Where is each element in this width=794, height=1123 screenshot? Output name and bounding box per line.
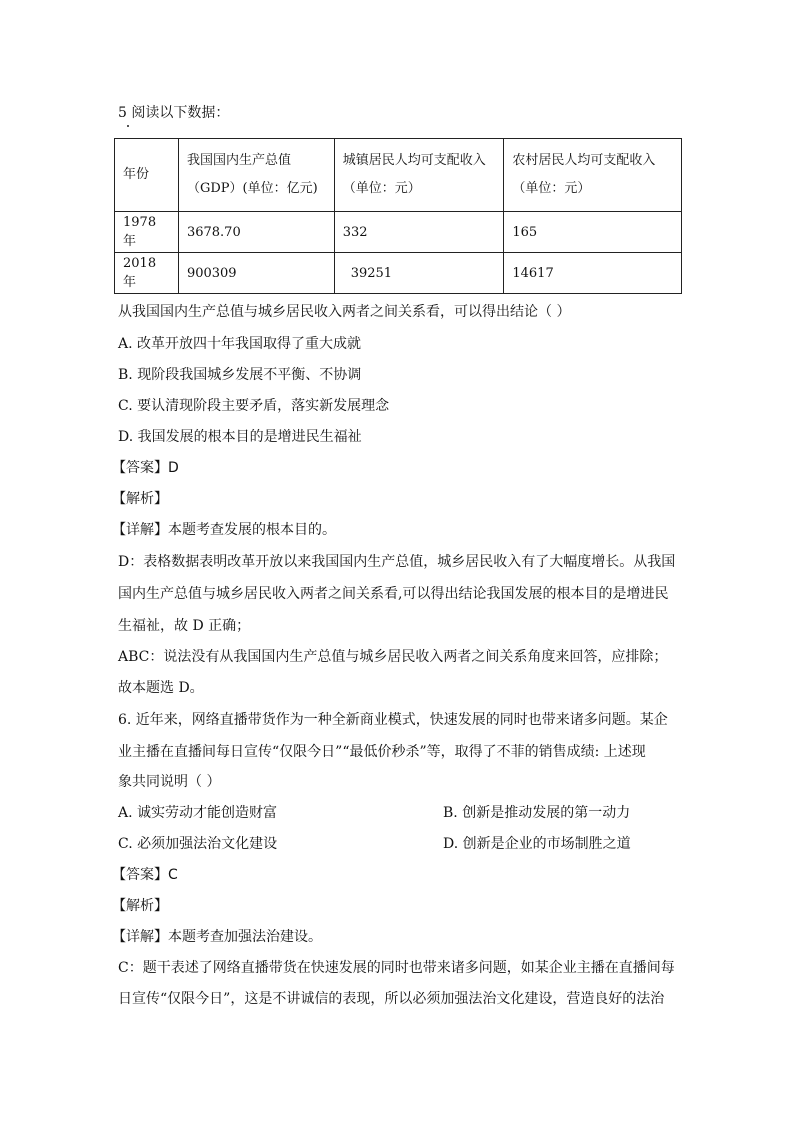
- q5-option-c: C. 要认清现阶段主要矛盾，落实新发展理念: [118, 398, 390, 414]
- q6-explain-line: 日宣传“仅限今日”，这是不讲诚信的表现，所以必须加强法治文化建设，营造良好的法治: [118, 991, 665, 1007]
- table-cell: 39251: [334, 253, 504, 294]
- q5-explain-line: 生福祉，故 D 正确；: [118, 618, 251, 634]
- q5-explain-line: D：表格数据表明改革开放以来我国国内生产总值，城乡居民收入有了大幅度增长。从我国: [118, 554, 676, 570]
- table-cell: 3678.70: [178, 212, 334, 253]
- answer-value: C: [168, 867, 178, 883]
- detail-label: 【详解】: [112, 929, 168, 945]
- q5-option-a: A. 改革开放四十年我国取得了重大成就: [118, 336, 362, 352]
- table-cell: 2018 年: [115, 253, 179, 294]
- detail-label: 【详解】: [112, 522, 168, 538]
- q6-option-c: C. 必须加强法治文化建设: [118, 836, 278, 852]
- answer-label: 【答案】: [112, 867, 168, 883]
- table-cell: 332: [334, 212, 504, 253]
- q5-explain-line: 故本题选 D。: [118, 680, 204, 696]
- bullet-dot: [127, 125, 129, 127]
- q5-analysis-label: 【解析】: [112, 491, 168, 507]
- table-cell: 165: [504, 212, 682, 253]
- q5-explain-line: ABC：说法没有从我国国内生产总值与城乡居民收入两者之间关系角度来回答，应排除；: [118, 649, 668, 665]
- q6-analysis-label: 【解析】: [112, 898, 168, 914]
- question-5-stem: 5 阅读以下数据：: [118, 105, 230, 121]
- q6-option-b: B. 创新是推动发展的第一动力: [443, 805, 631, 821]
- q6-option-d: D. 创新是企业的市场制胜之道: [443, 836, 631, 852]
- q5-explain-line: 国内生产总值与城乡居民收入两者之间关系看,可以得出结论我国发展的根本目的是增进民: [118, 586, 669, 602]
- table-cell: 900309: [178, 253, 334, 294]
- q5-option-d: D. 我国发展的根本目的是增进民生福祉: [118, 429, 362, 445]
- q6-option-a: A. 诚实劳动才能创造财富: [118, 805, 278, 821]
- q5-option-b: B. 现阶段我国城乡发展不平衡、不协调: [118, 367, 362, 383]
- detail-text: 本题考查加强法治建设。: [168, 929, 322, 945]
- table-row: [115, 253, 682, 294]
- data-table: [114, 138, 682, 294]
- q6-detail: [112, 927, 322, 947]
- question-6-stem-line: 业主播在直播间每日宣传“仅限今日”“最低价秒杀”等，取得了不菲的销售成绩: 上述现: [118, 744, 646, 760]
- answer-value: D: [168, 460, 179, 476]
- header-gdp: 我国国内生产总值 （GDP）(单位：亿元): [178, 139, 334, 212]
- table-cell: 14617: [504, 253, 682, 294]
- question-6-stem-line: 6. 近年来，网络直播带货作为一种全新商业模式，快速发展的同时也带来诸多问题。某企: [118, 712, 668, 728]
- q6-explain-line: C：题干表述了网络直播带货在快速发展的同时也带来诸多问题，如某企业主播在直播间每: [118, 960, 675, 976]
- q5-detail: [112, 520, 336, 540]
- q6-answer: [112, 865, 178, 885]
- table-cell: 1978 年: [115, 212, 179, 253]
- question-6-stem-line: 象共同说明（ ）: [118, 774, 221, 790]
- table-header-row: [115, 139, 682, 212]
- header-year: 年份: [115, 139, 179, 212]
- header-urban-income: 城镇居民人均可支配收入 （单位：元）: [334, 139, 504, 212]
- answer-label: 【答案】: [112, 460, 168, 476]
- header-rural-income: 农村居民人均可支配收入 （单位：元）: [504, 139, 682, 212]
- detail-text: 本题考查发展的根本目的。: [168, 522, 336, 538]
- question-5-prompt: 从我国国内生产总值与城乡居民收入两者之间关系看，可以得出结论（ ）: [118, 304, 571, 320]
- table-row: [115, 212, 682, 253]
- q5-answer: [112, 458, 179, 478]
